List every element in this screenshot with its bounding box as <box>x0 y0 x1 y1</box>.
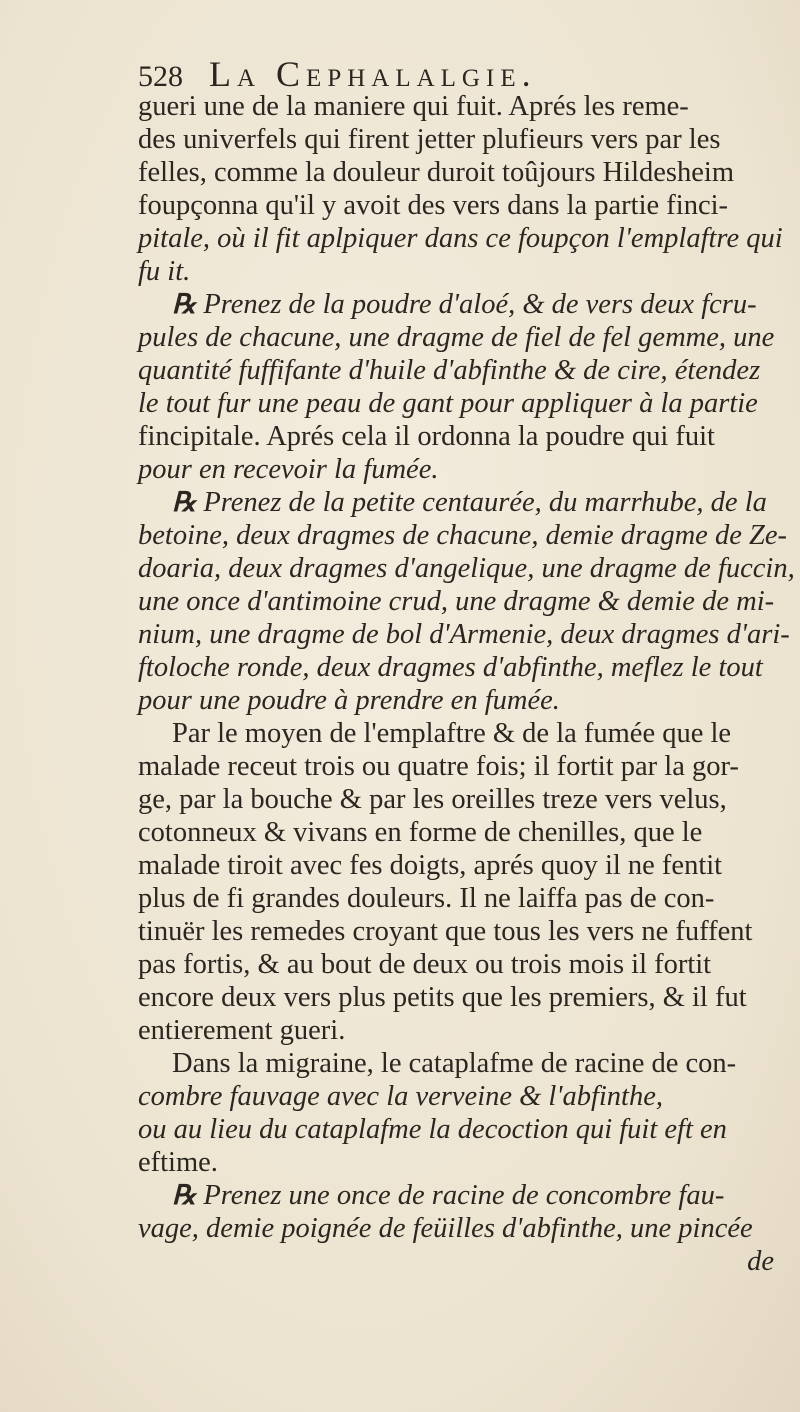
text-line: doaria, deux dragmes d'angelique, une dragme de fuccin, <box>138 553 795 584</box>
text-line: cotonneux & vivans en forme de chenilles, que le <box>138 817 703 848</box>
text-line: malade receut trois ou quatre fois; il fortit par la gor- <box>138 751 739 782</box>
text-line: entierement gueri. <box>138 1015 346 1046</box>
text-line: Par le moyen de l'emplaftre & de la fumée que le <box>172 718 732 749</box>
text-line: fincipitale. Aprés cela il ordonna la poudre qui fuit <box>138 421 715 452</box>
text-line: tinuër les remedes croyant que tous les vers ne fuffent <box>138 916 753 947</box>
text-line: eftime. <box>138 1147 218 1178</box>
text-line: une once d'antimoine crud, une dragme & demie de mi- <box>138 586 775 617</box>
text-line: combre fauvage avec la verveine & l'abfinthe, <box>138 1081 663 1112</box>
text-line: ou au lieu du cataplafme la decoction qui fuit eft en <box>138 1114 727 1145</box>
catchword: de <box>747 1246 774 1277</box>
text-line: nium, une dragme de bol d'Armenie, deux dragmes d'ari- <box>138 619 790 650</box>
recipe-symbol: ℞ <box>172 1180 197 1210</box>
text-line: ge, par la bouche & par les oreilles treze vers velus, <box>138 784 727 815</box>
text-line: ftoloche ronde, deux dragmes d'abfinthe, meflez le tout <box>138 652 763 683</box>
text-line: des univerfels qui firent jetter plufieurs vers par les <box>138 124 721 155</box>
text-line: pour une poudre à prendre en fumée. <box>138 685 560 716</box>
page-body <box>138 90 795 1278</box>
page-header <box>138 54 698 94</box>
recipe-text: Prenez de la petite centaurée, du marrhube, de la <box>203 487 767 518</box>
text-line: quantité fuffifante d'huile d'abfinthe & de cire, étendez <box>138 355 761 386</box>
text-line: pitale, où il fit aplpiquer dans ce foupçon l'emplaftre qui <box>138 223 783 254</box>
text-line: vage, demie poignée de feüilles d'abfinthe, une pincée <box>138 1213 753 1244</box>
text-line: betoine, deux dragmes de chacune, demie dragme de Ze- <box>138 520 787 551</box>
text-line: le tout fur une peau de gant pour appliquer à la partie <box>138 388 758 419</box>
page-number: 528 <box>138 60 183 93</box>
recipe-line <box>138 486 788 519</box>
recipe-text: Prenez une once de racine de concombre fau- <box>203 1180 725 1211</box>
running-title: La Cephalalgie. <box>209 54 537 94</box>
text-line: malade tiroit avec fes doigts, aprés quoy il ne fentit <box>138 850 723 881</box>
text-line: pas fortis, & au bout de deux ou trois mois il fortit <box>138 949 712 980</box>
text-line: Dans la migraine, le cataplafme de racine de con- <box>172 1048 737 1079</box>
text-line: pules de chacune, une dragme de fiel de fel gemme, une <box>138 322 775 353</box>
text-line: gueri une de la maniere qui fuit. Aprés les reme- <box>138 91 689 122</box>
text-line: felles, comme la douleur duroit toûjours Hildesheim <box>138 157 734 188</box>
recipe-line <box>138 288 788 321</box>
text-line: pour en recevoir la fumée. <box>138 454 439 485</box>
text-line: foupçonna qu'il y avoit des vers dans la partie finci- <box>138 190 728 221</box>
text-line: fu it. <box>138 256 191 287</box>
recipe-symbol: ℞ <box>172 289 197 319</box>
recipe-symbol: ℞ <box>172 487 197 517</box>
text-line: encore deux vers plus petits que les premiers, & il fut <box>138 982 747 1013</box>
text-line: plus de fi grandes douleurs. Il ne laiffa pas de con- <box>138 883 715 914</box>
recipe-line <box>138 1179 788 1212</box>
recipe-text: Prenez de la poudre d'aloé, & de vers deux fcru- <box>203 289 757 320</box>
